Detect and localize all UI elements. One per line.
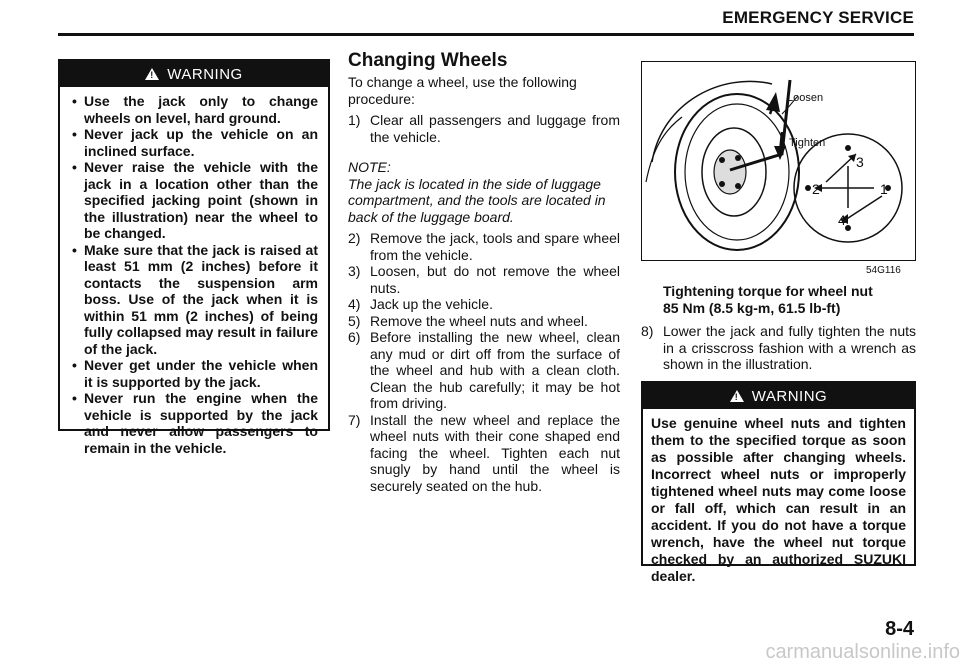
left-warning-heading: WARNING (167, 65, 243, 83)
left-warning-header (60, 61, 328, 87)
warning-item: • Make sure that the jack is raised at least 51 mm (2 inches) before it contacts the suspension arm boss. Use of the jack when it is within 51 mm (2 inches) of being fully collapsed may result in failure of the jack. (72, 242, 318, 358)
step-7 (348, 412, 620, 495)
step-number: 2) (348, 230, 361, 246)
left-warning-list (60, 87, 328, 456)
warning-item: • Never raise the vehicle with the jack in a location other than the specified jacking point (shown in the illustration) near the wheel to be changed. (72, 159, 318, 242)
intro-text: To change a wheel, use the following procedure: (348, 74, 577, 107)
step-text: Loosen, but do not remove the wheel nuts. (370, 263, 620, 296)
right-warning-header (643, 383, 914, 409)
step-1 (348, 112, 620, 145)
warning-item: • Use the jack only to change wheels on level, hard ground. (72, 93, 318, 126)
warning-triangle-icon (145, 68, 159, 80)
nut-number-2: 2 (812, 181, 820, 197)
step-text: Lower the jack and fully tighten the nuts in a crisscross fashion with a wrench as shown in the illustration. (663, 323, 916, 372)
figure-code: 54G116 (866, 265, 901, 276)
left-warning-box (58, 59, 330, 456)
torque-title: Tightening torque for wheel nut (663, 283, 873, 299)
header-rule (58, 33, 914, 36)
header-title: EMERGENCY SERVICE (722, 8, 914, 27)
watermark: carmanualsonline.info (765, 641, 960, 663)
note-text: NOTE: The jack is located in the side of luggage compartment, and the tools are located in back of the luggage board. (348, 159, 606, 225)
wheel-illustration (641, 61, 916, 261)
step-3 (348, 263, 620, 296)
warning-item: • Never get under the vehicle when it is supported by the jack. (72, 357, 318, 390)
steps-list (348, 230, 620, 494)
warning-item: • Never run the engine when the vehicle is supported by the jack and never allow passengers to remain in the vehicle. (72, 390, 318, 456)
step-number: 8) (641, 323, 654, 339)
step-number: 7) (348, 411, 361, 428)
nut-number-4: 4 (838, 212, 846, 228)
right-warning-heading: WARNING (751, 387, 828, 405)
torque-value: 85 Nm (8.5 kg-m, 61.5 lb-ft) (663, 299, 841, 316)
right-warning-box (641, 381, 916, 584)
step-text: Install the new wheel and replace the wheel nuts with their cone shaped end facing the wheel. Tighten each nut snugly by hand until the wheel is securely seated on the hub. (370, 411, 620, 494)
warning-item: • Never jack up the vehicle on an inclined surface. (72, 126, 318, 159)
warning-triangle-icon (730, 390, 744, 402)
step-text: Jack up the vehicle. (370, 296, 493, 312)
step-5 (348, 313, 620, 330)
step-text: Before installing the new wheel, clean any mud or dirt off from the surface of the wheel and hub with a clean cloth. Clean the hub carefully; it may be hot from driving. (370, 329, 620, 411)
torque-spec (663, 283, 873, 316)
nut-number-3: 3 (856, 154, 864, 170)
step-6 (348, 329, 620, 412)
page-number: 8-4 (885, 618, 914, 640)
step-2 (348, 230, 620, 263)
right-warning-text: Use genuine wheel nuts and tighten them to the specified torque as soon as possible after changing wheels. Incorrect wheel nuts or improperly tightened wheel nuts may come loose or fall off, which can result in an accident. If you do not have a torque wrench, have the wheel nut torque checked by an authorized SUZUKI dealer. (651, 415, 906, 584)
step-number: 6) (348, 329, 361, 345)
nut-number-1: 1 (880, 181, 888, 197)
step-text: Remove the wheel nuts and wheel. (370, 312, 588, 329)
step-number: 1) (348, 112, 361, 128)
step-text: Clear all passengers and luggage from the vehicle. (370, 112, 620, 145)
step-text: Remove the jack, tools and spare wheel from the vehicle. (370, 230, 620, 263)
loosen-label: Loosen (787, 92, 824, 104)
step-4 (348, 296, 620, 313)
tighten-label: Tighten (789, 137, 826, 149)
section-title: Changing Wheels (348, 50, 508, 71)
wheel-illustration-svg (642, 62, 914, 259)
step-number: 3) (348, 263, 361, 279)
step-8 (641, 323, 916, 373)
step-number: 5) (348, 312, 361, 329)
step-number: 4) (348, 296, 361, 312)
